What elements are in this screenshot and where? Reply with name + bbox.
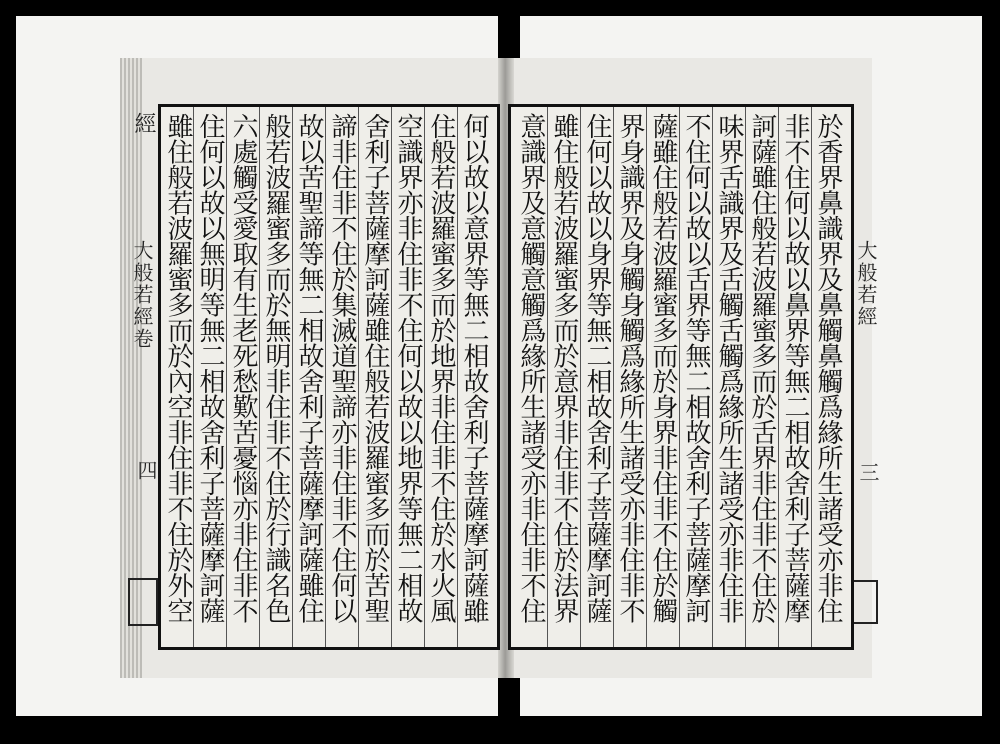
left-page-text-block bbox=[158, 104, 500, 650]
right-margin-title: 大般若經 bbox=[854, 240, 878, 328]
text-column: 雖住般若波羅蜜多而於內空非住非不住於外空 bbox=[163, 113, 193, 623]
text-column: 般若波羅蜜多而於無明非住非不住於行識名色 bbox=[261, 113, 291, 623]
text-column: 雖住般若波羅蜜多而於意界非住非不住於法界 bbox=[549, 113, 579, 623]
text-column: 住何以故以身界等無二相故舍利子菩薩摩訶薩 bbox=[582, 113, 612, 623]
text-column: 住般若波羅蜜多而於地界非住非不住於水火風 bbox=[426, 113, 456, 623]
text-column: 味界舌識界及舌觸舌觸爲緣所生諸受亦非住非 bbox=[714, 113, 744, 623]
text-column: 諦非住非不住於集滅道聖諦亦非住非不住何以 bbox=[327, 113, 357, 623]
text-column: 於香界鼻識界及鼻觸鼻觸爲緣所生諸受亦非住 bbox=[813, 113, 843, 623]
text-column: 界身識界及身觸身觸爲緣所生諸受亦非住非不 bbox=[615, 113, 645, 623]
left-margin-subtitle: 大般若經卷 bbox=[130, 240, 154, 350]
right-page-text-block bbox=[508, 104, 854, 650]
text-column: 非不住何以故以鼻界等無二相故舍利子菩薩摩 bbox=[780, 113, 810, 623]
left-fold-marker bbox=[128, 578, 158, 626]
text-column: 舍利子菩薩摩訶薩雖住般若波羅蜜多而於苦聖 bbox=[360, 113, 390, 623]
left-margin-title: 經 bbox=[131, 112, 156, 136]
text-column: 薩雖住般若波羅蜜多而於身界非住非不住於觸 bbox=[648, 113, 678, 623]
text-column: 六處觸受愛取有生老死愁歎苦憂惱亦非住非不 bbox=[228, 113, 258, 623]
text-column: 故以苦聖諦等無二相故舍利子菩薩摩訶薩雖住 bbox=[294, 113, 324, 623]
text-column: 意識界及意觸意觸爲緣所生諸受亦非住非不住 bbox=[516, 113, 546, 623]
text-column: 空識界亦非住非不住何以故以地界等無二相故 bbox=[393, 113, 423, 623]
text-column: 訶薩雖住般若波羅蜜多而於舌界非住非不住於 bbox=[747, 113, 777, 623]
text-column: 不住何以故以舌界等無二相故舍利子菩薩摩訶 bbox=[681, 113, 711, 623]
text-column: 何以故以意界等無二相故舍利子菩薩摩訶薩雖 bbox=[459, 113, 489, 623]
left-margin-number: 四 bbox=[134, 460, 158, 480]
right-margin-number: 三 bbox=[856, 462, 880, 482]
right-fold-marker bbox=[852, 580, 878, 624]
text-column: 住何以故以無明等無二相故舍利子菩薩摩訶薩 bbox=[195, 113, 225, 623]
